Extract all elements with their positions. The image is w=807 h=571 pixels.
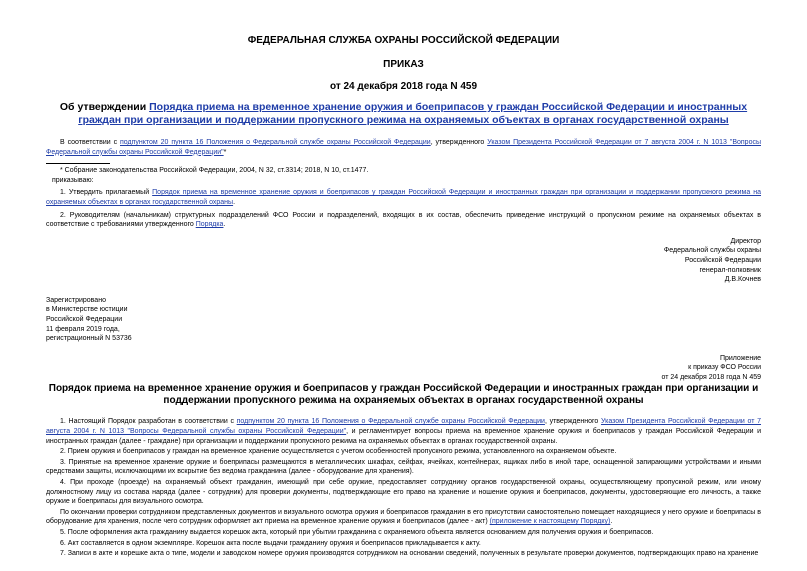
registration-line: в Министерстве юстиции — [46, 306, 128, 314]
order-item-2-text: 2. Руководителям (начальникам) структурных подразделений ФСО России и подразделений, входящих в их состав, обеспечить приведение инструкций о пропускном режиме на охраняемых объектах в соответствие с требованиями утвержденного — [46, 211, 761, 229]
procedure-point-6: 6. Акт составляется в одном экземпляре. Корешок акта после выдачи гражданину оружия и боеприпасов прикладывается к акту. — [60, 539, 481, 547]
procedure-point-1-link-regulation[interactable]: подпунктом 20 пункта 16 Положения о Федеральной службе охраны Российской Федерации — [236, 418, 545, 426]
signature-line: Российской Федерации — [684, 256, 761, 264]
order-item-2-end: . — [223, 221, 226, 229]
procedure-point-1-text-2: , утвержденного — [544, 418, 601, 426]
order-item-2-link[interactable]: Порядка — [195, 221, 224, 229]
signature-line: Директор — [730, 237, 761, 245]
signature-block — [46, 237, 761, 285]
footnote: * Собрание законодательства Российской Федерации, 2004, N 32, ст.3314; 2018, N 10, ст.1477. — [60, 167, 369, 175]
footnote-separator — [46, 163, 110, 164]
signature-line: Д.В.Кочнев — [724, 276, 761, 284]
preamble-link-regulation[interactable]: подпунктом 20 пункта 16 Положения о Федеральной службе охраны Российской Федерации — [120, 139, 431, 146]
prikazyvayu-text: приказываю: — [52, 176, 94, 184]
preamble-text-1: В соответствии с — [60, 139, 120, 146]
registration-line: 11 февраля 2019 года, — [46, 325, 120, 333]
appendix-line: от 24 декабря 2018 года N 459 — [661, 373, 761, 381]
preamble-text-2: , утвержденного — [430, 139, 488, 146]
procedure-point-2: 2. Прием оружия и боеприпасов у граждан на временное хранение осуществляется с учетом особенностей пропускного режима, установленного на охраняемом объекте. — [60, 448, 617, 456]
doc-type-heading: ПРИКАЗ — [383, 59, 424, 70]
order-item-1-text: 1. Утвердить прилагаемый — [60, 189, 153, 197]
registration-block — [46, 296, 761, 344]
order-title-link[interactable]: Порядка приема на временное хранение оружия и боеприпасов у граждан Российской Федерации и иностранных граждан при организации и поддержании пропускного режима на охраняемых объектах в органах государственной охраны — [78, 101, 748, 126]
order-title — [46, 101, 761, 127]
order-item-1-end: . — [233, 198, 236, 206]
procedure-point-1-link-decree[interactable]: Указом Президента Российской Федерации от 7 августа 2004 г. N 1013 "Вопросы Федеральной службы охраны Российской Федерации" — [46, 418, 762, 436]
procedure-point-7: 7. Записи в акте и корешке акта о типе, модели и заводском номере оружия производятся сотрудником на основании сведений, полученных в результате проверки документов, подтверждающих право на хранение — [60, 550, 759, 558]
org-heading: ФЕДЕРАЛЬНАЯ СЛУЖБА ОХРАНЫ РОССИЙСКОЙ ФЕДЕРАЦИИ — [247, 35, 560, 46]
appendix-block — [46, 354, 761, 383]
procedure-point-3: 3. Принятые на временное хранение оружие и боеприпасы размещаются в металлических шкафах, сейфах, ячейках, контейнерах, ящиках либо в иной таре, оснащенной запирающими устройствами и иными средствами защиты, исключающими их вскрытие без ведома гражданина (далее - оборудование для хранения). — [46, 458, 761, 476]
appendix-line: к приказу ФСО России — [688, 364, 761, 372]
procedure-point-4b-text: По окончании проверки сотрудником представленных документов и визуального осмотра оружия и боеприпасов гражданин в его присутствии самостоятельно помещает находящиеся у него оружие и боеприпасы в оборудование для хранения, после чего сотрудник оформляет акт приема на временное хранение оружия и боеприпасов (далее - акт) — [46, 508, 761, 526]
procedure-point-4b — [46, 508, 761, 527]
date-number-heading: от 24 декабря 2018 года N 459 — [329, 81, 478, 92]
procedure-point-1-text: 1. Настоящий Порядок разработан в соответствии с — [60, 418, 237, 426]
preamble — [46, 138, 761, 157]
procedure-point-1-text-3: , и регламентирует вопросы приема на временное хранение оружия и боеприпасов у граждан Российской Федерации и иностранных граждан (далее - граждане) при организации и поддержании пропускного режима на охраняемых объектах в органах государственной охраны. — [46, 428, 761, 445]
preamble-footnote-mark: * — [223, 148, 227, 156]
order-item-1-link[interactable]: Порядок приема на временное хранение оружия и боеприпасов у граждан Российской Федерации и иностранных граждан при организации и поддержании пропускного режима на охраняемых объектах в органах государственной охраны — [46, 189, 762, 206]
procedure-title: Порядок приема на временное хранение оружия и боеприпасов у граждан Российской Федерации и иностранных граждан при организации и поддержании пропускного режима на охраняемых объектах в органах государственной охраны — [48, 383, 759, 407]
signature-line: генерал-полковник — [699, 266, 761, 274]
order-item-1 — [46, 188, 761, 207]
order-title-prefix: Об утверждении — [59, 101, 150, 113]
registration-line: Российской Федерации — [46, 315, 123, 323]
procedure-point-4b-end: . — [610, 518, 613, 526]
procedure-point-1 — [46, 417, 761, 446]
procedure-point-4: 4. При проходе (проезде) на охраняемый объект гражданин, имеющий при себе оружие, предоставляет сотруднику органов государственной охраны, осуществляющему пропускной режим, или иному должностному лицу из состава наряда (далее - сотрудник) для проверки документы, подтверждающие его право на хранение и ношение оружия и боеприпасов, документы, удостоверяющие его личность, а также оружие и боеприпасы для визуального осмотра. — [46, 479, 761, 506]
procedure-point-5: 5. После оформления акта гражданину выдается корешок акта, который при убытии гражданина с охраняемого объекта является основанием для получения оружия и боеприпасов. — [60, 529, 654, 536]
preamble-link-decree[interactable]: Указом Президента Российской Федерации от 7 августа 2004 г. N 1013 "Вопросы Федеральной службы охраны Российской Федерации" — [46, 139, 761, 156]
registration-line: Зарегистрировано — [46, 296, 106, 304]
appendix-line: Приложение — [719, 354, 761, 362]
order-item-2 — [46, 211, 761, 230]
registration-line: регистрационный N 53736 — [46, 335, 132, 343]
signature-line: Федеральной службы охраны — [663, 247, 761, 255]
procedure-appendix-link[interactable]: (приложение к настоящему Порядку) — [489, 518, 611, 526]
